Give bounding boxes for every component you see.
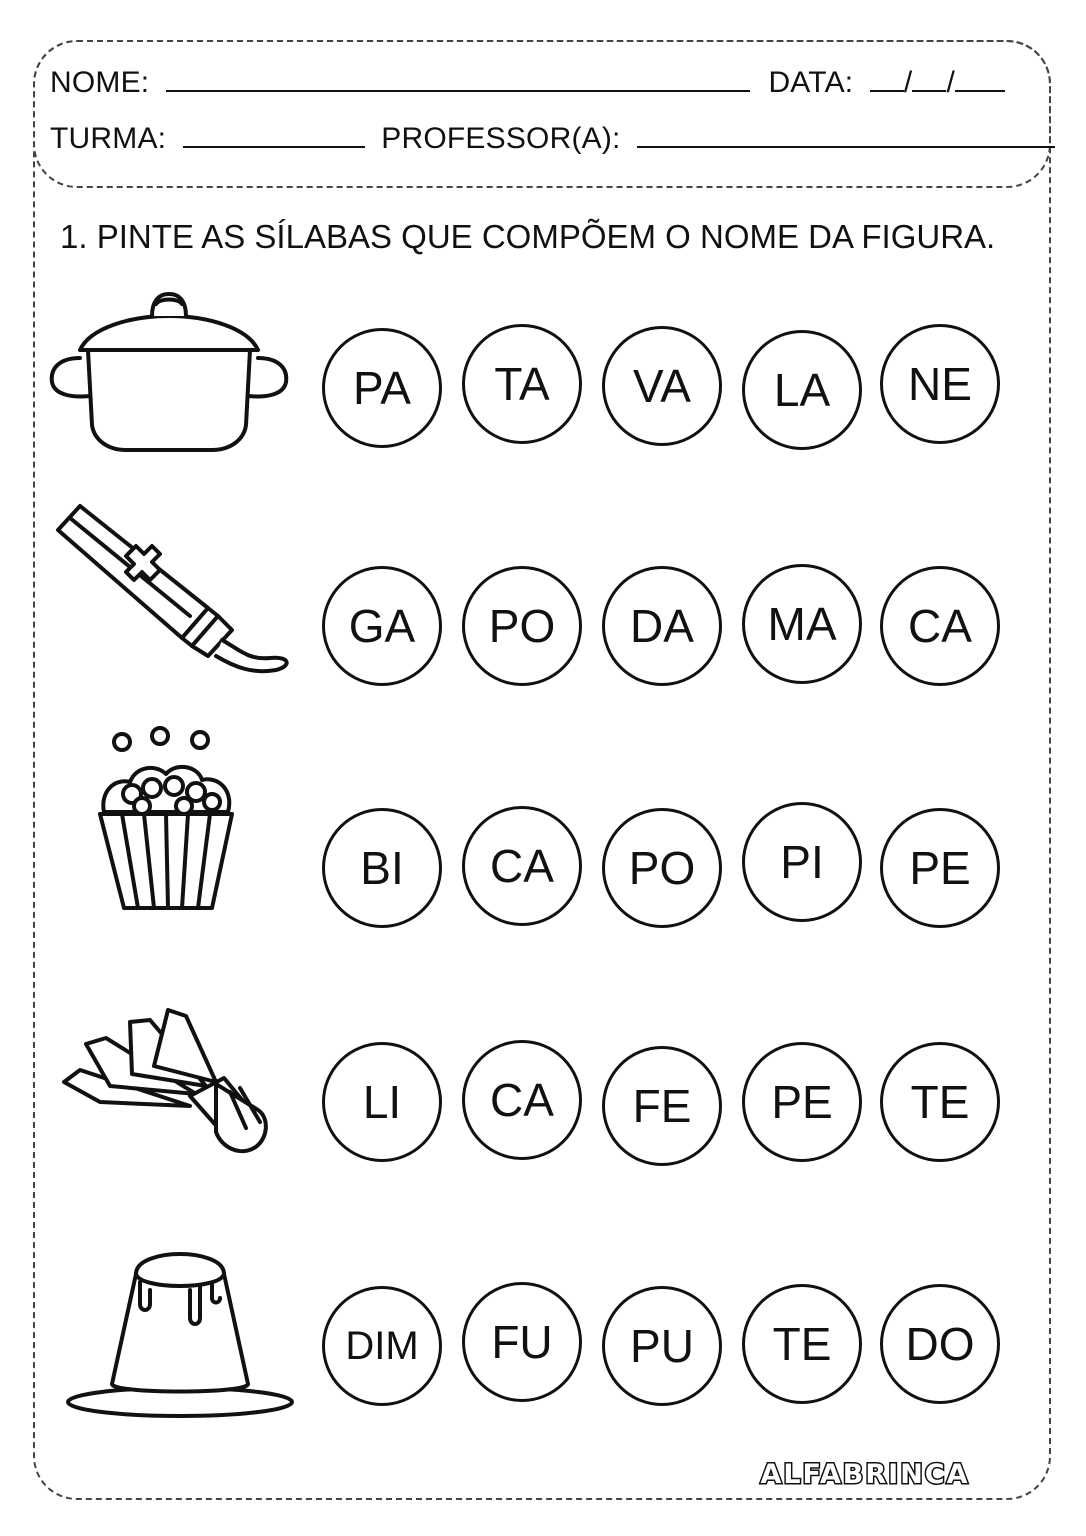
syllable-circle[interactable] [602,566,722,686]
syllable-circle[interactable] [602,1046,722,1166]
syllable-label: PE [909,842,971,894]
syllable-label: TE [772,1318,832,1370]
syllable-circle[interactable] [462,324,582,444]
syllable-circle[interactable] [880,1284,1000,1404]
popcorn-icon [40,722,300,912]
date-separator: / [903,66,913,99]
syllable-label: GA [348,600,416,652]
class-teacher-line [50,122,1055,156]
syllable-label: LA [773,364,831,416]
syllable-label: PU [630,1320,694,1372]
syllable-label: CA [490,1074,554,1126]
exercise-row-4 [0,1040,1086,1180]
syllable-circle[interactable] [602,808,722,928]
syllable-label: LI [362,1076,402,1128]
syllable-circle[interactable] [742,802,862,922]
syllable-label: VA [633,360,691,412]
instruction-text: 1. PINTE AS SÍLABAS QUE COMPÕEM O NOME DA FIGURA. [60,218,996,255]
syllable-circle[interactable] [742,1284,862,1404]
syllable-label: CA [908,600,972,652]
syllable-label: PA [353,362,411,414]
student-info-header [33,40,1051,188]
syllable-circle[interactable] [322,1042,442,1162]
syllable-circle[interactable] [880,566,1000,686]
syllable-circle[interactable] [462,566,582,686]
cooking-pot-icon [40,280,300,470]
exercise-row-1 [0,320,1086,460]
syllable-label: PO [628,842,696,894]
syllable-circle[interactable] [742,330,862,450]
syllable-circle[interactable] [462,1282,582,1402]
exercise-row-2 [0,566,1086,706]
name-blank[interactable] [166,66,750,92]
syllable-circle[interactable] [322,328,442,448]
syllable-circle[interactable] [462,806,582,926]
exercise-row-5 [0,1282,1086,1422]
syllable-label: DIM [345,1323,419,1368]
shuttlecock-icon [40,982,300,1172]
date-month-blank[interactable] [912,66,946,92]
name-line [50,66,1005,100]
syllable-label: PI [780,836,824,888]
exercise-row-3 [0,802,1086,942]
syllable-circle[interactable] [742,1042,862,1162]
syllable-circle[interactable] [322,808,442,928]
date-year-blank[interactable] [955,66,1005,92]
date-separator: / [946,66,955,99]
syllable-label: FE [632,1080,692,1132]
syllable-circle[interactable] [880,324,1000,444]
syllable-label: PO [488,600,556,652]
syllable-label: DO [905,1318,975,1370]
syllable-circle[interactable] [602,1286,722,1406]
teacher-blank[interactable] [637,122,1055,148]
syllable-label: NE [908,358,972,410]
syllable-label: TE [910,1076,970,1128]
syllable-label: DA [630,600,694,652]
class-label: TURMA: [50,122,167,155]
name-label: NOME: [50,66,150,99]
class-blank[interactable] [183,122,365,148]
syllable-label: BI [360,842,404,894]
ointment-tube-icon [40,490,300,680]
syllable-label: PE [771,1076,833,1128]
syllable-circle[interactable] [322,1286,442,1406]
syllable-circle[interactable] [462,1040,582,1160]
syllable-circle[interactable] [322,566,442,686]
syllable-label: TA [494,358,550,410]
alfabrinca-logo [748,1456,982,1490]
pudding-icon [40,1234,300,1424]
date-day-blank[interactable] [870,66,904,92]
teacher-label: PROFESSOR(A): [381,122,621,155]
syllable-circle[interactable] [880,1042,1000,1162]
syllable-circle[interactable] [880,808,1000,928]
date-label: DATA: [768,66,854,99]
brand-text: ALFABRINCA [760,1459,970,1490]
syllable-circle[interactable] [602,326,722,446]
syllable-label: FU [491,1316,553,1368]
syllable-label: CA [490,840,554,892]
syllable-label: MA [767,598,837,650]
syllable-circle[interactable] [742,564,862,684]
